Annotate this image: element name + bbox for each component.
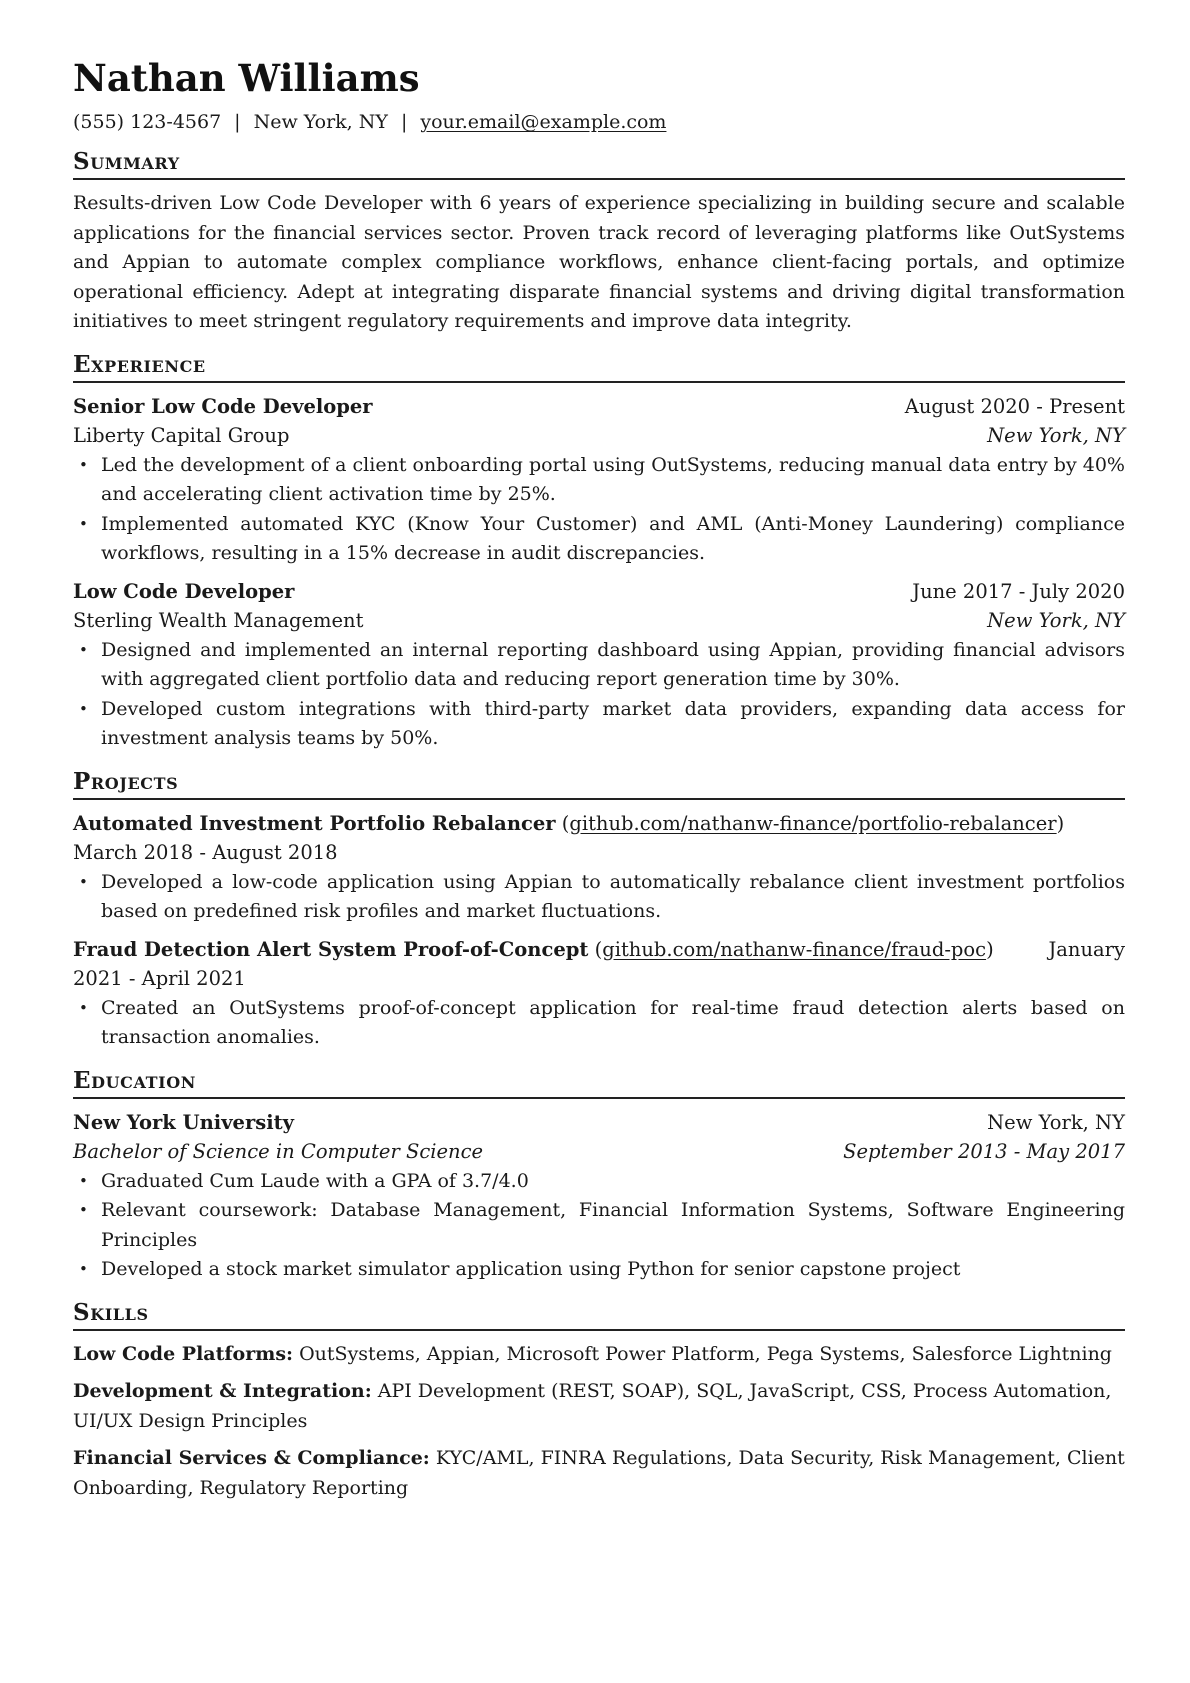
bullet-text: Graduated Cum Laude with a GPA of 3.7/4.0 xyxy=(101,1169,529,1192)
job-location: New York, NY xyxy=(987,609,1125,632)
bullet-icon: • xyxy=(79,455,88,474)
project-link[interactable]: github.com/nathanw-finance/portfolio-rebalancer xyxy=(569,811,1057,835)
skill-group xyxy=(73,1377,1125,1436)
project-link-wrapper: (github.com/nathanw-finance/portfolio-rebalancer) xyxy=(561,811,1065,835)
bullet-text: Implemented automated KYC (Know Your Customer) and AML (Anti-Money Laundering) compliance workflows, resulting in a 15% decrease in audit discrepancies. xyxy=(101,512,1125,564)
degree: Bachelor of Science in Computer Science xyxy=(73,1140,484,1163)
bullet-icon: • xyxy=(79,699,88,718)
projects-heading: Projects xyxy=(73,768,1125,800)
candidate-name: Nathan Williams xyxy=(73,56,420,100)
bullet-item xyxy=(73,868,1125,927)
bullet-text: Relevant coursework: Database Management, Financial Information Systems, Software Engineering Principles xyxy=(101,1199,1125,1251)
summary-heading: Summary xyxy=(73,148,1125,180)
bullet-item xyxy=(73,1196,1125,1255)
bullet-item xyxy=(73,994,1125,1053)
resume-document xyxy=(73,56,1125,1511)
job-dates: August 2020 - Present xyxy=(904,394,1125,418)
skill-value: KYC/AML, FINRA Regulations, Data Security, Risk Management, Client Onboarding, Regulatory Reporting xyxy=(73,1447,1125,1499)
school-location: New York, NY xyxy=(987,1110,1125,1134)
job-entry xyxy=(73,577,1125,754)
project-entry xyxy=(73,809,1125,927)
skill-value: API Development (REST, SOAP), SQL, JavaScript, CSS, Process Automation, UI/UX Design Principles xyxy=(73,1380,1112,1432)
bullet-item xyxy=(73,1167,1125,1197)
bullet-icon: • xyxy=(79,872,88,891)
education-heading: Education xyxy=(73,1067,1125,1099)
project-name: Fraud Detection Alert System Proof-of-Concept xyxy=(73,937,589,961)
school-name: New York University xyxy=(73,1110,294,1134)
phone-number: (555) 123-4567 xyxy=(73,111,222,133)
bullet-text: Developed a low-code application using Appian to automatically rebalance client investment portfolios based on predefined risk profiles and market fluctuations. xyxy=(101,870,1125,922)
project-dates: March 2018 - August 2018 xyxy=(73,841,338,864)
bullet-text: Led the development of a client onboarding portal using OutSystems, reducing manual data entry by 40% and accelerating client activation time by 25%. xyxy=(101,453,1125,505)
skill-group xyxy=(73,1340,1125,1370)
skill-value: OutSystems, Appian, Microsoft Power Platform, Pega Systems, Salesforce Lightning xyxy=(299,1342,1112,1365)
contact-line xyxy=(73,110,1125,134)
project-dates-start: January xyxy=(1048,937,1125,961)
experience-heading: Experience xyxy=(73,351,1125,383)
skill-label: Low Code Platforms: xyxy=(73,1342,294,1365)
job-title: Senior Low Code Developer xyxy=(73,394,373,418)
skill-label: Development & Integration: xyxy=(73,1380,372,1402)
bullet-icon: • xyxy=(79,514,88,533)
project-link-wrapper: (github.com/nathanw-finance/fraud-poc) xyxy=(594,937,994,961)
skill-group xyxy=(73,1444,1125,1503)
skills-heading: Skills xyxy=(73,1299,1125,1331)
education-dates: September 2013 - May 2017 xyxy=(843,1140,1125,1163)
email-link[interactable]: your.email@example.com xyxy=(420,111,667,133)
job-entry xyxy=(73,392,1125,569)
bullet-text: Developed custom integrations with third-party market data providers, expanding data access for investment analysis teams by 50%. xyxy=(101,697,1125,749)
bullet-text: Designed and implemented an internal reporting dashboard using Appian, providing financial advisors with aggregated client portfolio data and reducing report generation time by 30%. xyxy=(101,638,1125,690)
bullet-icon: • xyxy=(79,1201,88,1219)
bullet-item xyxy=(73,510,1125,569)
summary-text: Results-driven Low Code Developer with 6 years of experience specializing in building secure and scalable applications for the financial services sector. Proven track record of leveraging platforms like OutSystems and Appian to automate complex compliance workflows, enhance client-facing portals, and optimize operational efficiency. Adept at integrating disparate financial systems and driving digital transformation initiatives to meet stringent regulatory requirements and improve data integrity. xyxy=(73,192,1125,332)
bullet-text: Developed a stock market simulator application using Python for senior capstone project xyxy=(101,1258,961,1280)
location: New York, NY xyxy=(253,111,388,133)
job-dates: June 2017 - July 2020 xyxy=(912,579,1125,603)
bullet-icon: • xyxy=(79,1171,88,1190)
bullet-icon: • xyxy=(79,640,88,659)
job-location: New York, NY xyxy=(987,424,1125,447)
project-dates-end: 2021 - April 2021 xyxy=(73,967,246,990)
company-name: Liberty Capital Group xyxy=(73,424,290,447)
project-entry xyxy=(73,935,1125,1053)
bullet-item xyxy=(73,1255,1125,1285)
education-entry xyxy=(73,1108,1125,1285)
bullet-icon: • xyxy=(79,998,88,1017)
bullet-icon: • xyxy=(79,1260,88,1278)
job-title: Low Code Developer xyxy=(73,579,295,603)
bullet-item xyxy=(73,695,1125,754)
company-name: Sterling Wealth Management xyxy=(73,609,364,632)
project-name: Automated Investment Portfolio Rebalancer xyxy=(73,811,556,835)
bullet-text: Created an OutSystems proof-of-concept application for real-time fraud detection alerts based on transaction anomalies. xyxy=(101,996,1125,1048)
skill-label: Financial Services & Compliance: xyxy=(73,1447,430,1469)
bullet-item xyxy=(73,636,1125,695)
bullet-item xyxy=(73,451,1125,510)
project-link[interactable]: github.com/nathanw-finance/fraud-poc xyxy=(602,937,987,961)
separator: | xyxy=(234,111,241,133)
separator: | xyxy=(400,111,408,133)
